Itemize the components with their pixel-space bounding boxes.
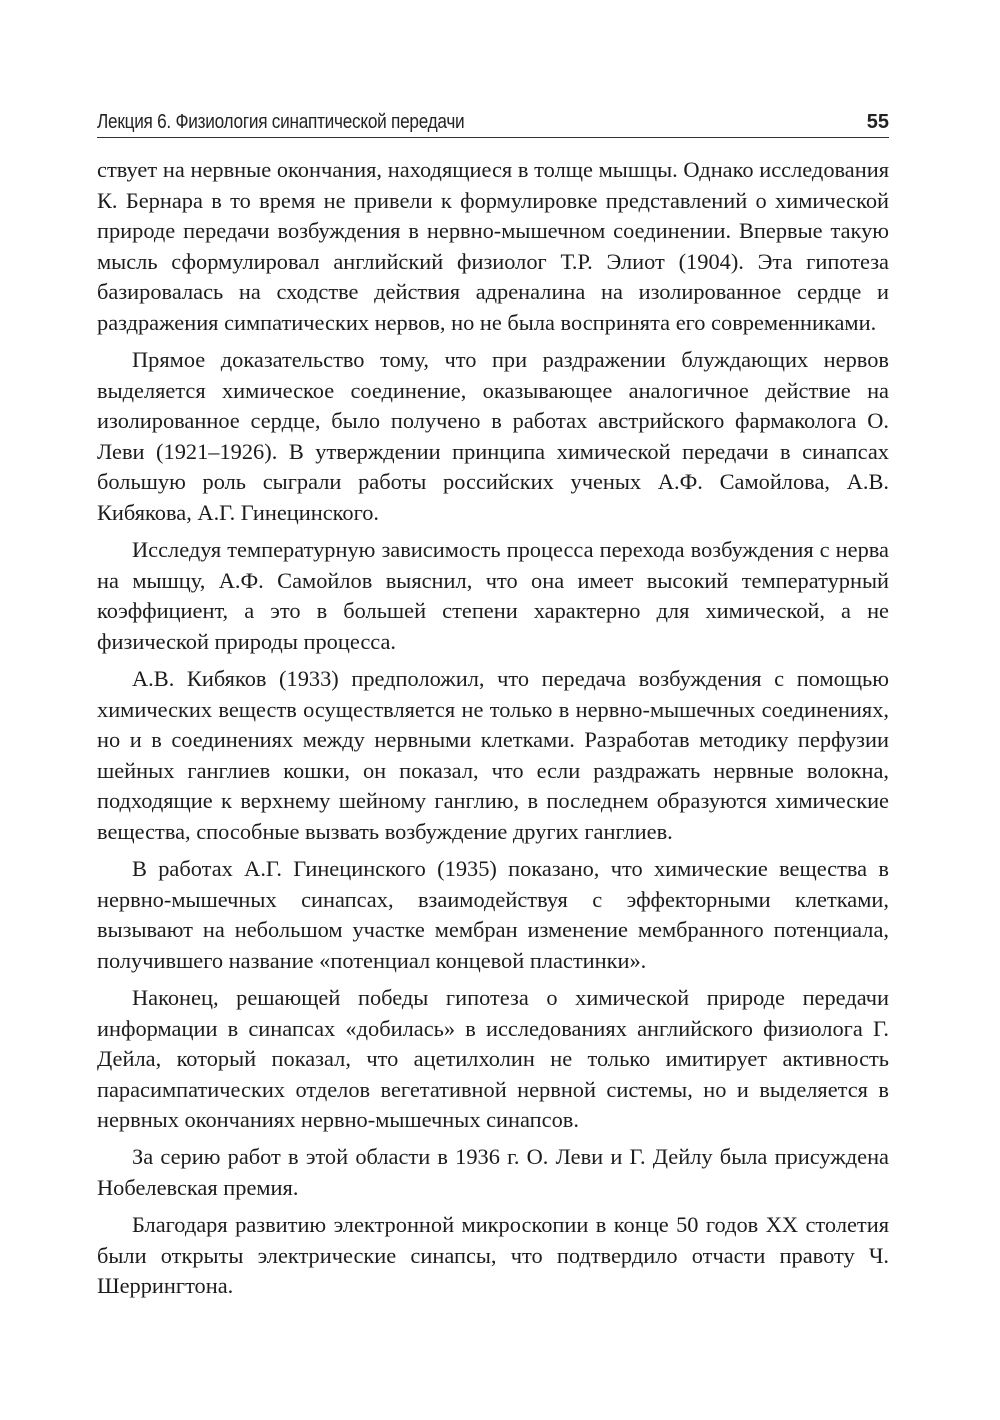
- paragraph: Благодаря развитию электронной микроскопии в конце 50 годов XX столетия были открыты электрические синапсы, что подтвердило отчасти правоту Ч. Шеррингтона.: [97, 1212, 889, 1299]
- chapter-title: Лекция 6. Физиология синаптической передачи: [97, 111, 465, 133]
- paragraph: Исследуя температурную зависимость процесса перехода возбуждения с нерва на мышцу, А.Ф. Самойлов выяснил, что она имеет высокий температурный коэффициент, а это в большей степени характерно для химической, а не физической природы процесса.: [97, 537, 889, 654]
- paragraph-continuation: ствует на нервные окончания, находящиеся в толще мышцы. Однако исследования К. Бернара в то время не привели к формулировке представлений о химической природе передачи возбуждения в нервно-мышечном соединении. Впервые такую мысль сформулировал английский физиолог Т.Р. Элиот (1904). Эта гипотеза базировалась на сходстве действия адреналина на изолированное сердце и раздражения симпатических нервов, но не была воспринята его современниками.: [97, 157, 889, 335]
- paragraph: Наконец, решающей победы гипотеза о химической природе передачи информации в синапсах «добилась» в исследованиях английского физиолога Г. Дейла, который показал, что ацетилхолин не только имитирует активность парасимпатических отделов вегетативной нервной системы, но и выделяется в нервных окончаниях нервно-мышечных синапсов.: [97, 984, 889, 1133]
- paragraph: А.В. Кибяков (1933) предположил, что передача возбуждения с помощью химических веществ осуществляется не только в нервно-мышечных соединениях, но и в соединениях между нервными клетками. Разработав методику перфузии шейных ганглиев кошки, он показал, что если раздражать нервные волокна, подходящие к верхнему шейному ганглию, в последнем образуются химические вещества, способные вызвать возбуждение других ганглиев.: [97, 666, 889, 844]
- running-header: [97, 104, 889, 134]
- paragraph: Прямое доказательство тому, что при раздражении блуждающих нервов выделяется химическое соединение, оказывающее аналогичное действие на изолированное сердце, было получено в работах австрийского фармаколога О. Леви (1921–1926). В утверждении принципа химической передачи в синапсах большую роль сыграли работы российских ученых А.Ф. Самойлова, А.В. Кибякова, А.Г. Гинецинского.: [97, 347, 889, 526]
- page-number: 55: [866, 111, 889, 133]
- paragraph: В работах А.Г. Гинецинского (1935) показано, что химические вещества в нервно-мышечных синапсах, взаимодействуя с эффекторными клетками, вызывают на небольшом участке мембран изменение мембранного потенциала, получившего название «потенциал концевой пластинки».: [97, 856, 889, 973]
- body-text: [97, 155, 889, 1308]
- paragraph: За серию работ в этой области в 1936 г. О. Леви и Г. Дейлу была присуждена Нобелевская премия.: [97, 1144, 889, 1200]
- header-rule: [97, 137, 889, 138]
